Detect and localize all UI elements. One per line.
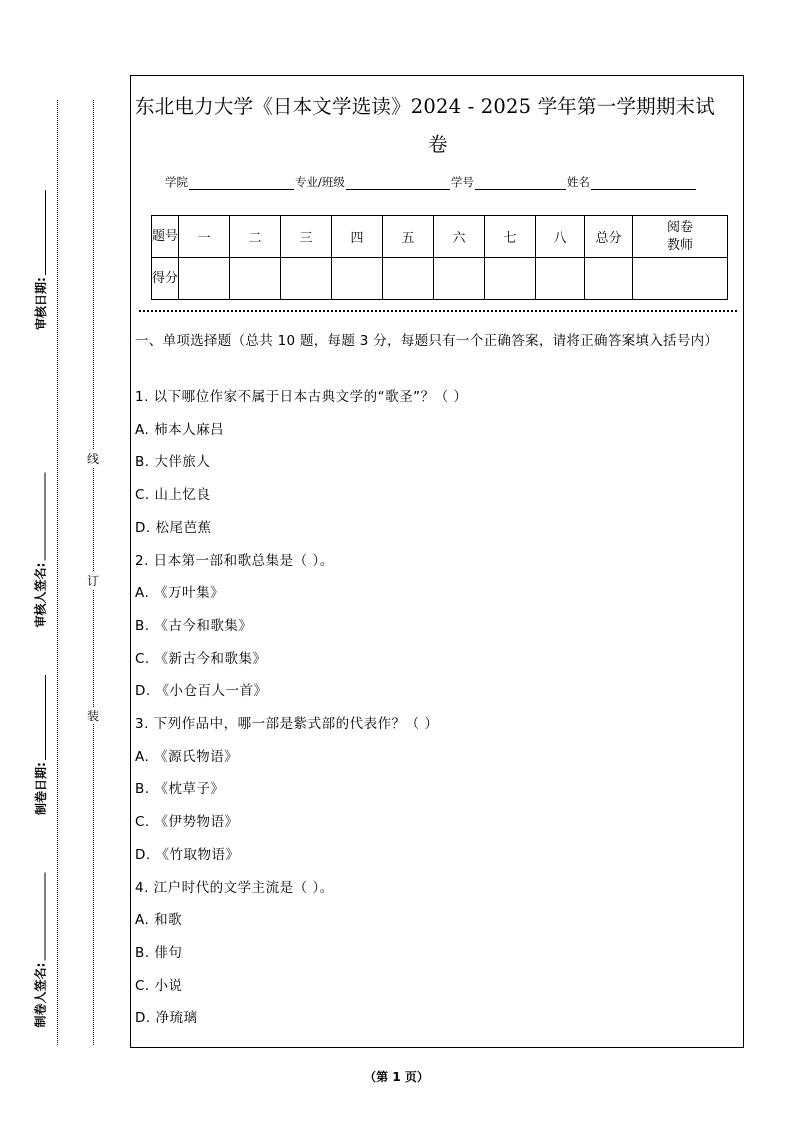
- major-blank[interactable]: [346, 177, 450, 190]
- question-option[interactable]: C. 《伊势物语》: [135, 814, 239, 831]
- question-option[interactable]: B. 俳句: [135, 944, 183, 961]
- score-cell[interactable]: [179, 258, 230, 300]
- question-stem: 4. 江户时代的文学主流是（ ）。: [135, 879, 334, 896]
- reviewer-date-field[interactable]: [30, 190, 50, 330]
- college-label: 学院: [165, 175, 188, 189]
- score-cell[interactable]: [281, 258, 332, 300]
- col-header: 八: [536, 216, 585, 258]
- reviewer-sign-field[interactable]: [30, 473, 50, 628]
- exam-title: [135, 88, 741, 164]
- reviewer-sign-blank[interactable]: [34, 473, 45, 561]
- question-option[interactable]: B. 《枕草子》: [135, 781, 225, 798]
- question-stem: 2. 日本第一部和歌总集是（ ）。: [135, 552, 334, 569]
- col-header-total: 总分: [585, 216, 633, 258]
- col-header: 一: [179, 216, 230, 258]
- separator-line: [139, 310, 737, 312]
- maker-date-label: 制卷日期:: [33, 762, 48, 815]
- name-blank[interactable]: [591, 177, 696, 190]
- binding-margin: [0, 0, 130, 1122]
- score-table-header-row: [152, 216, 728, 258]
- question-option[interactable]: A. 《万叶集》: [135, 585, 225, 602]
- row-label-question-number: 题号: [152, 216, 179, 258]
- name-label: 姓名: [566, 175, 590, 189]
- question-option[interactable]: D. 《竹取物语》: [135, 846, 240, 863]
- col-header-grader: [633, 216, 728, 258]
- bind-marker: 订: [86, 574, 99, 588]
- maker-date-field[interactable]: [30, 675, 50, 815]
- row-label-score: 得分: [152, 258, 179, 300]
- question-option[interactable]: C. 山上忆良: [135, 487, 211, 504]
- maker-date-blank[interactable]: [35, 675, 46, 760]
- exam-title-line2: 卷: [428, 133, 448, 156]
- score-cell[interactable]: [485, 258, 536, 300]
- score-table-score-row: [152, 258, 728, 300]
- question-option[interactable]: B. 《古今和歌集》: [135, 617, 253, 634]
- reviewer-date-label: 审核日期:: [33, 277, 48, 330]
- question-option[interactable]: B. 大伴旅人: [135, 454, 211, 471]
- question-option[interactable]: C. 《新古今和歌集》: [135, 650, 267, 667]
- student-id-label: 学号: [450, 175, 474, 189]
- reviewer-date-blank[interactable]: [35, 190, 46, 275]
- question-option[interactable]: D. 《小仓百人一首》: [135, 683, 268, 700]
- fold-marker: 装: [86, 709, 99, 723]
- question-option[interactable]: C. 小说: [135, 977, 183, 994]
- col-header: 七: [485, 216, 536, 258]
- question-option[interactable]: A. 柿本人麻吕: [135, 421, 225, 438]
- score-cell-grader[interactable]: [633, 258, 728, 300]
- score-cell[interactable]: [383, 258, 434, 300]
- maker-sign-label: 制卷人签名:: [33, 962, 47, 1028]
- student-id-blank[interactable]: [475, 177, 566, 190]
- exam-frame: [130, 75, 744, 1048]
- col-header: 六: [434, 216, 485, 258]
- score-cell[interactable]: [434, 258, 485, 300]
- maker-sign-field[interactable]: [30, 873, 50, 1028]
- exam-title-line1: 东北电力大学《日本文学选读》2024 - 2025 学年第一学期期末试: [135, 95, 715, 118]
- section1-heading: 一、单项选择题（总共 10 题，每题 3 分，每题只有一个正确答案，请将正确答案填入括号内）: [135, 333, 719, 349]
- col-header: 三: [281, 216, 332, 258]
- student-info-row: [165, 174, 697, 190]
- line-marker: 线: [86, 452, 99, 466]
- col-header: 二: [230, 216, 281, 258]
- score-cell[interactable]: [536, 258, 585, 300]
- question-stem: 3. 下列作品中，哪一部是紫式部的代表作？（ ）: [135, 716, 439, 732]
- col-header: 五: [383, 216, 434, 258]
- question-option[interactable]: A. 《源氏物语》: [135, 748, 239, 765]
- score-cell[interactable]: [332, 258, 383, 300]
- score-cell-total[interactable]: [585, 258, 633, 300]
- major-label: 专业/班级: [295, 175, 345, 189]
- col-header: 四: [332, 216, 383, 258]
- page-number: （第 1 页）: [364, 1070, 429, 1084]
- college-blank[interactable]: [189, 177, 294, 190]
- grader-label: 阅卷教师: [666, 219, 693, 253]
- score-table: [151, 215, 728, 300]
- maker-sign-blank[interactable]: [34, 873, 45, 961]
- score-cell[interactable]: [230, 258, 281, 300]
- question-stem: 1. 以下哪位作家不属于日本古典文学的“歌圣”？（ ）: [135, 389, 468, 405]
- question-option[interactable]: D. 松尾芭蕉: [135, 519, 212, 536]
- question-option[interactable]: A. 和歌: [135, 912, 183, 929]
- question-option[interactable]: D. 净琉璃: [135, 1010, 198, 1027]
- binding-dotted-line-outer: [57, 100, 58, 1045]
- reviewer-sign-label: 审核人签名:: [33, 562, 47, 628]
